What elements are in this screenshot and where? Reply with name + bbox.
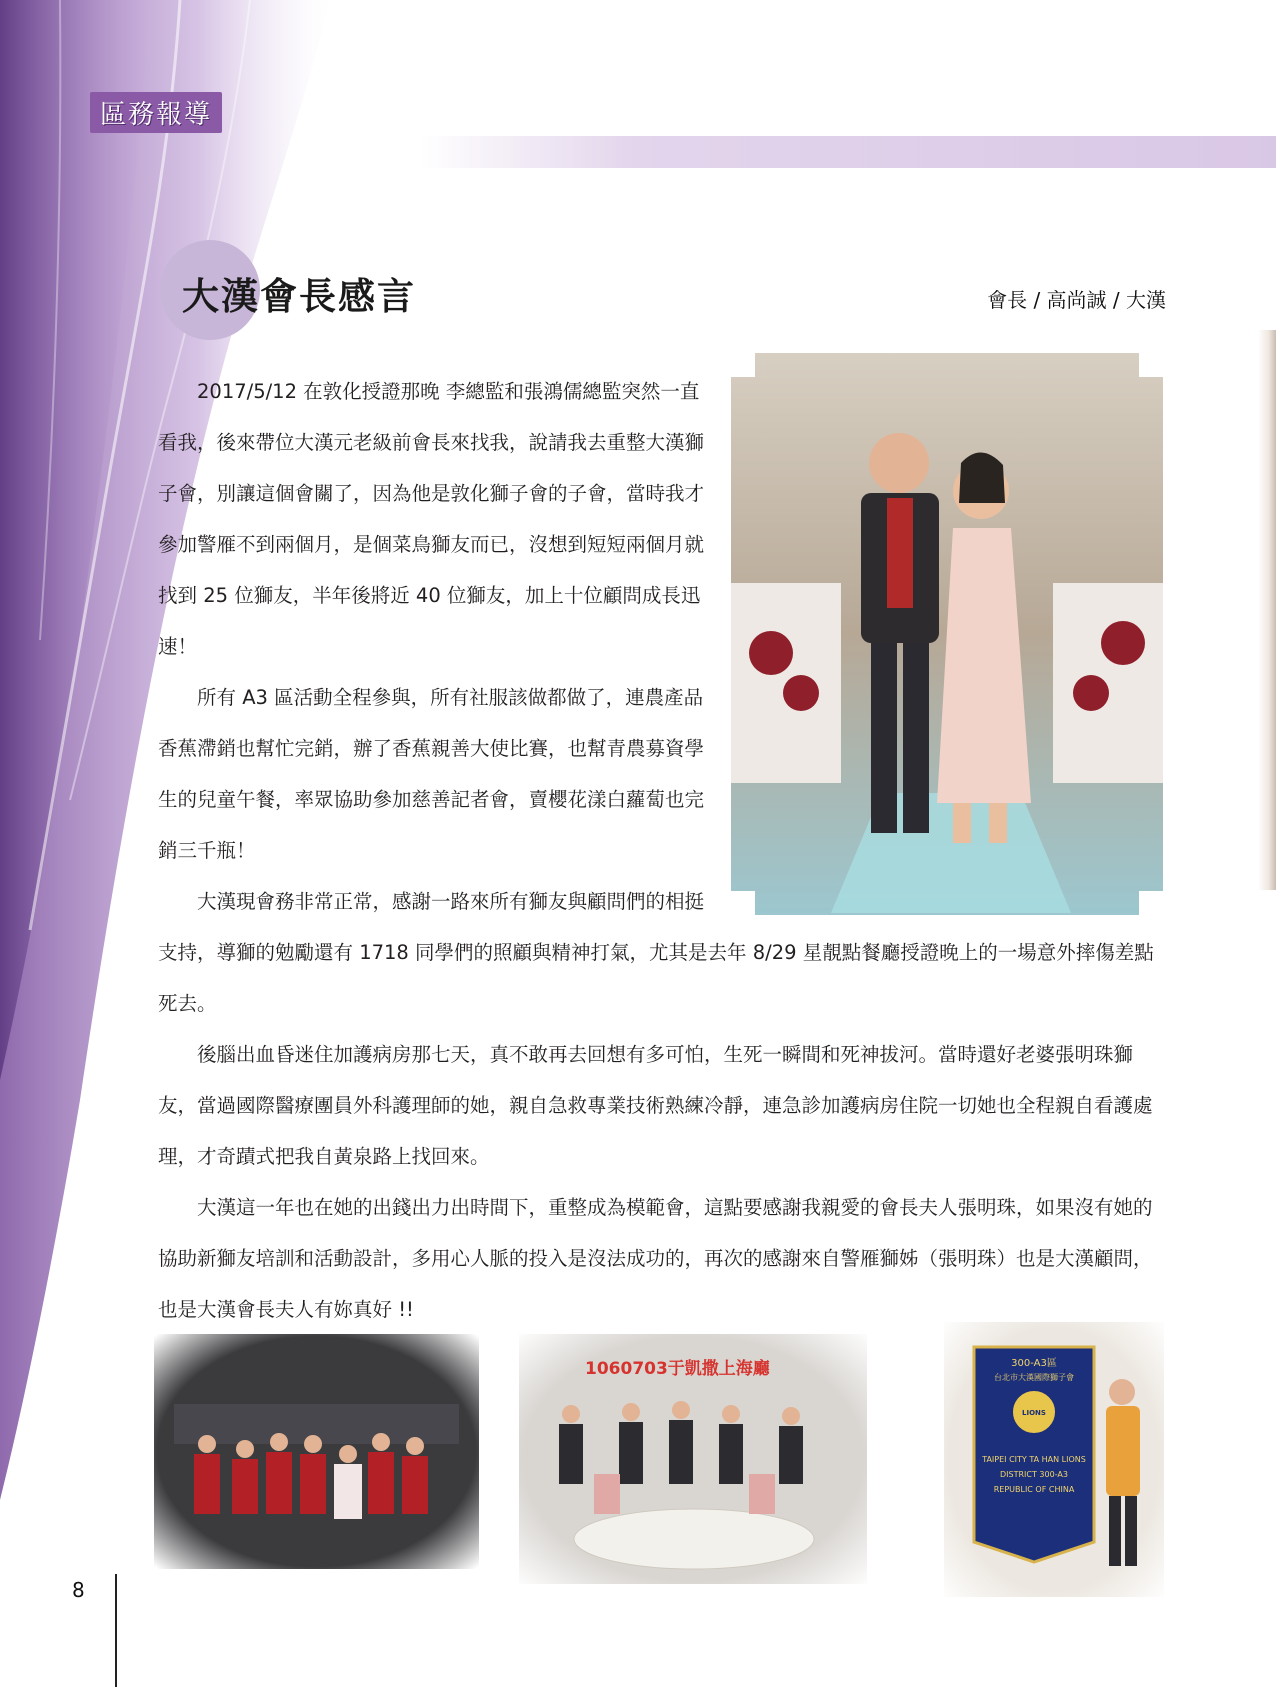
banner-line-4: TAIPEI CITY TA HAN LIONS (982, 1455, 1086, 1464)
section-tag: 區務報導 (90, 92, 222, 133)
page-rule (115, 1574, 117, 1687)
main-photo-image (731, 353, 1163, 915)
photo-strip (154, 1334, 1164, 1634)
banner-line-6: REPUBLIC OF CHINA (993, 1485, 1075, 1494)
article-paragraph: 所有 A3 區活動全程參與，所有社服該做都做了，連農產品香蕉滯銷也幫忙完銷，辦了香蕉親善大使比賽，也幫青農募資學生的兒童午餐，率眾協助參加慈善記者會，賣櫻花漾白蘿蔔也完銷三千瓶！ (158, 686, 705, 862)
article-paragraph: 2017/5/12 在敦化授證那晚 李總監和張鴻儒總監突然一直看我，後來帶位大漢元老級前會長來找我，說請我去重整大漢獅子會，別讓這個會關了，因為他是敦化獅子會的子會，當時我才參加警雁不到兩個月，是個菜鳥獅友而已，沒想到短短兩個月就找到 25 位獅友，半年後將近 40 位獅友，加上十位顧問成長迅速！ (158, 380, 705, 658)
article-paragraph: 大漢這一年也在她的出錢出力出時間下，重整成為模範會，這點要感謝我親愛的會長夫人張明珠，如果沒有她的協助新獅友培訓和活動設計，多用心人脈的投入是沒法成功的，再次的感謝來自警雁獅姊（張明珠）也是大漢顧問，也是大漢會長夫人有妳真好 !! (158, 1196, 1153, 1321)
article-byline: 會長 / 高尚誠 / 大漢 (987, 288, 1166, 312)
group-photo-1 (154, 1334, 479, 1569)
article-body (158, 366, 1163, 1335)
main-photo (731, 353, 1163, 915)
banner-photo-image (944, 1322, 1164, 1597)
banner-line-3: LIONS (1022, 1409, 1046, 1417)
article-paragraph: 大漢現會務非常正常，感謝一路來所有獅友與顧問們的相挺支持，導獅的勉勵還有 1718 同學們的照顧與精神打氣，尤其是去年 8/29 星靚點餐廳授證晚上的一場意外摔傷差點死去。 (158, 890, 1154, 1015)
article-title: 大漢會長感言 (182, 275, 416, 318)
banquet-photo-image (519, 1334, 867, 1584)
page-number: 8 (72, 1578, 85, 1602)
banquet-photo (519, 1334, 867, 1584)
banner-line-5: DISTRICT 300-A3 (1000, 1470, 1068, 1479)
banner-line-2: 台北市大漢國際獅子會 (994, 1373, 1074, 1382)
banner-line-1: 300-A3區 (1011, 1358, 1057, 1369)
article-paragraph: 後腦出血昏迷住加護病房那七天，真不敢再去回想有多可怕，生死一瞬間和死神拔河。當時還好老婆張明珠獅友，當過國際醫療團員外科護理師的她，親自急救專業技術熟練冷靜，連急診加護病房住院一切她也全程親自看護處理，才奇蹟式把我自黃泉路上找回來。 (158, 1043, 1153, 1168)
banner-photo (944, 1322, 1164, 1597)
banquet-photo-caption: 1060703于凱撒上海廳 (585, 1359, 770, 1379)
group-photo-1-image (154, 1334, 479, 1569)
page-edge-decoration (1258, 330, 1276, 890)
header-band (420, 136, 1276, 168)
